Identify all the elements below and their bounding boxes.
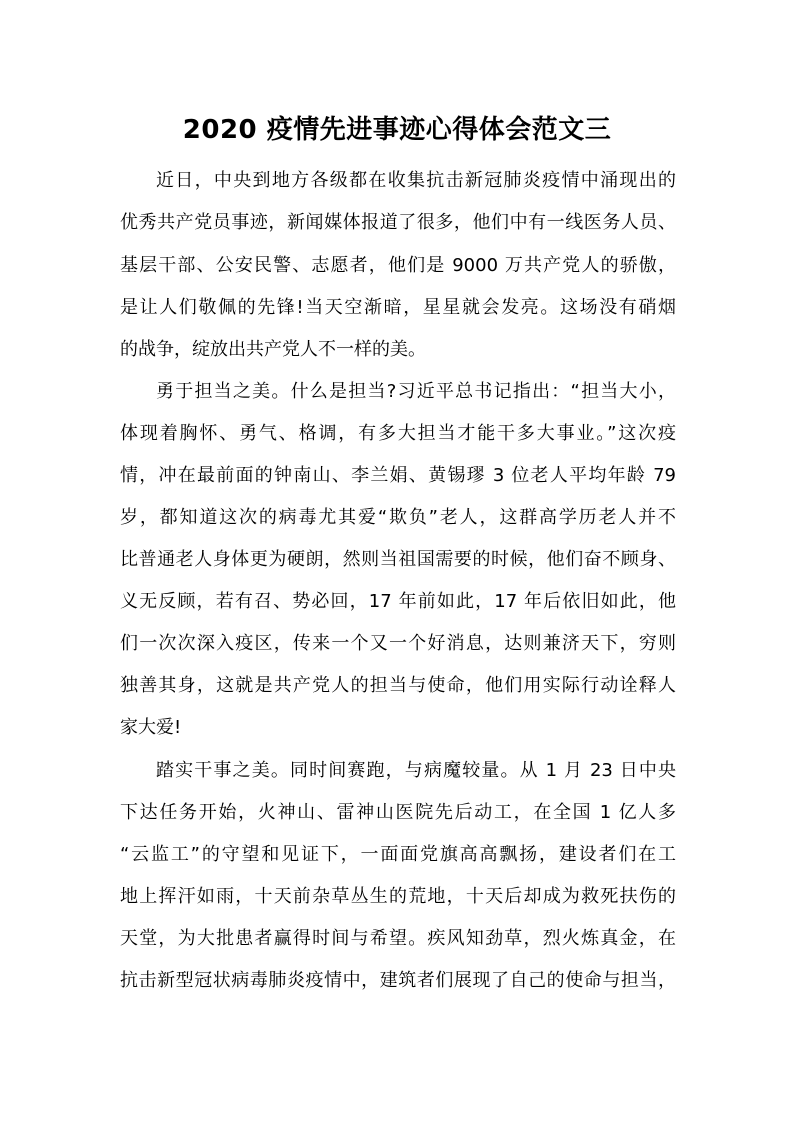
paragraph-3-line-6: 抗击新型冠状病毒肺炎疫情中，建筑者们展现了自己的使命与担当，: [120, 970, 676, 991]
paragraph-2-line-4: 岁，都知道这次的病毒尤其爱“欺负”老人，这群高学历老人并不: [120, 507, 676, 528]
paragraph-3-line-3: “云监工”的守望和见证下，一面面党旗高高飘扬，建设者们在工: [120, 844, 676, 865]
paragraph-2-line-9: 家大爱!: [120, 717, 182, 738]
paragraph-1-line-3: 基层干部、公安民警、志愿者，他们是 9000 万共产党人的骄傲，: [120, 255, 676, 276]
paragraph-2-line-1: 勇于担当之美。什么是担当?习近平总书记指出：“担当大小，: [156, 381, 676, 402]
paragraph-3-line-2: 下达任务开始，火神山、雷神山医院先后动工，在全国 1 亿人多: [120, 802, 676, 823]
paragraph-1-line-4: 是让人们敬佩的先锋!当天空渐暗，星星就会发亮。这场没有硝烟: [120, 297, 676, 318]
paragraph-2-line-6: 义无反顾，若有召、势必回，17 年前如此，17 年后依旧如此，他: [120, 591, 676, 612]
paragraph-2-line-8: 独善其身，这就是共产党人的担当与使命，他们用实际行动诠释人: [120, 675, 676, 696]
paragraph-2-line-5: 比普通老人身体更为硬朗，然则当祖国需要的时候，他们奋不顾身、: [120, 549, 676, 570]
document-title: 2020 疫情先进事迹心得体会范文三: [182, 115, 612, 145]
paragraph-3-line-1: 踏实干事之美。同时间赛跑，与病魔较量。从 1 月 23 日中央: [156, 760, 676, 781]
paragraph-3-line-4: 地上挥汗如雨，十天前杂草丛生的荒地，十天后却成为救死扶伤的: [120, 886, 676, 907]
paragraph-1-line-1: 近日，中央到地方各级都在收集抗击新冠肺炎疫情中涌现出的: [156, 170, 676, 191]
paragraph-1-line-5: 的战争，绽放出共产党人不一样的美。: [120, 339, 426, 360]
paragraph-2-line-7: 们一次次深入疫区，传来一个又一个好消息，达则兼济天下，穷则: [120, 633, 676, 654]
paragraph-2-line-3: 情，冲在最前面的钟南山、李兰娟、黄锡璆 3 位老人平均年龄 79: [120, 465, 676, 486]
paragraph-2-line-2: 体现着胸怀、勇气、格调，有多大担当才能干多大事业。”这次疫: [120, 423, 676, 444]
paragraph-3-line-5: 天堂，为大批患者赢得时间与希望。疾风知劲草，烈火炼真金，在: [120, 928, 676, 949]
paragraph-1-line-2: 优秀共产党员事迹，新闻媒体报道了很多，他们中有一线医务人员、: [120, 212, 676, 233]
